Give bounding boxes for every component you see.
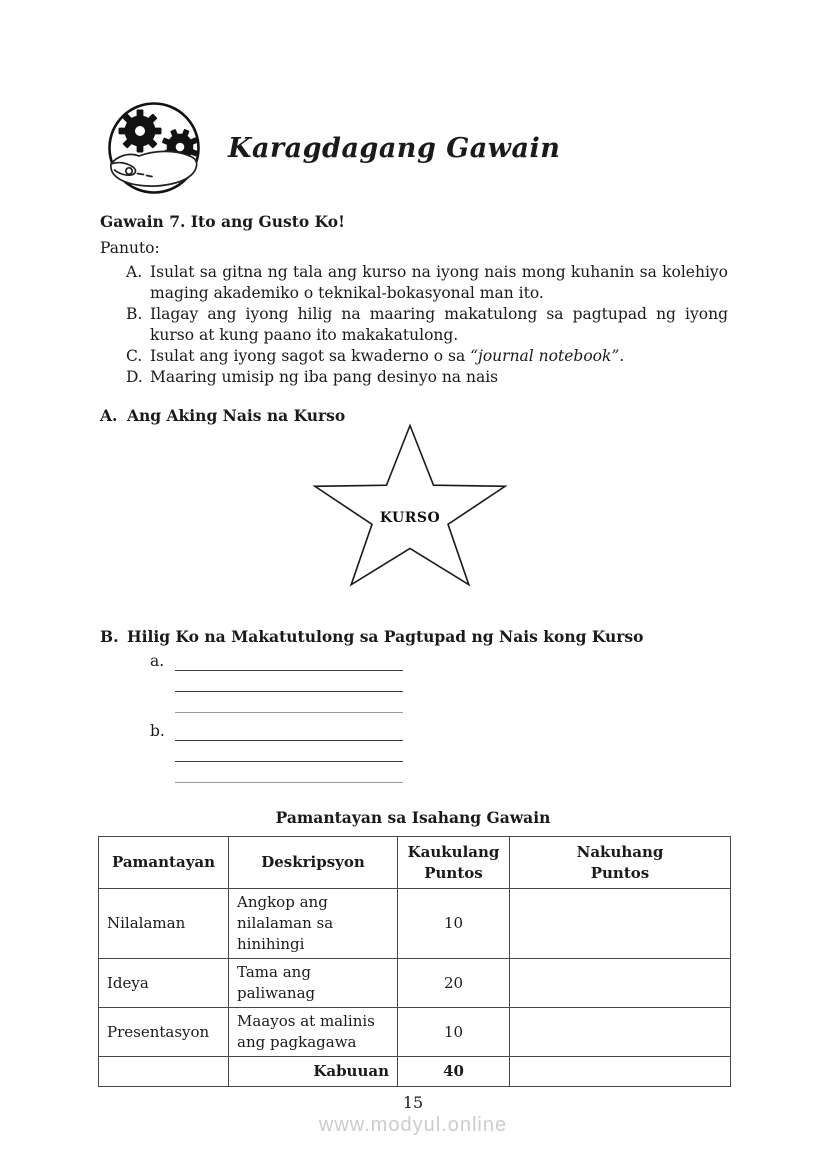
instruction-item-d bbox=[100, 367, 728, 388]
blank-line bbox=[175, 671, 403, 692]
blank-line bbox=[175, 762, 403, 783]
blank-group-a bbox=[150, 650, 403, 713]
blank-letter: a. bbox=[150, 652, 165, 670]
rubric-criterion: Presentasyon bbox=[99, 1008, 229, 1057]
instruction-text-italic: “journal notebook” bbox=[470, 347, 620, 365]
instruction-letter: C. bbox=[126, 347, 143, 365]
star-label: KURSO bbox=[379, 510, 441, 526]
blank-letter: b. bbox=[150, 722, 165, 740]
kurso-star-diagram bbox=[307, 423, 515, 601]
rubric-description: Maayos at malinis ang pagkagawa bbox=[229, 1008, 398, 1057]
rubric-criterion: Ideya bbox=[99, 959, 229, 1008]
instructions-block bbox=[100, 238, 728, 388]
rubric-points: 10 bbox=[398, 889, 510, 959]
gears-on-hand-icon bbox=[106, 100, 202, 196]
table-row bbox=[99, 959, 731, 1008]
blank-lines bbox=[175, 650, 403, 713]
rubric-points: 10 bbox=[398, 1008, 510, 1057]
rubric-header-nakuhang-puntos: Nakuhang Puntos bbox=[510, 837, 731, 889]
instruction-letter: A. bbox=[126, 263, 143, 281]
blank-lines bbox=[175, 720, 403, 783]
answer-blanks bbox=[150, 650, 403, 790]
rubric-header-deskripsyon: Deskripsyon bbox=[229, 837, 398, 889]
rubric-description: Angkop ang nilalaman sa hinihingi bbox=[229, 889, 398, 959]
blank-line bbox=[175, 692, 403, 713]
blank-line bbox=[175, 741, 403, 762]
rubric-header-pamantayan: Pamantayan bbox=[99, 837, 229, 889]
rubric-total-row bbox=[99, 1057, 731, 1087]
instruction-text bbox=[150, 346, 728, 367]
instruction-text-suffix: . bbox=[619, 347, 625, 365]
instruction-text: Ilagay ang iyong hilig na maaring makatulong sa pagtupad ng iyong kurso at kung paano ito makakatulong. bbox=[150, 305, 728, 344]
rubric-points: 20 bbox=[398, 959, 510, 1008]
section-b-letter: B. bbox=[100, 627, 119, 646]
instruction-text: Isulat sa gitna ng tala ang kurso na iyong nais mong kuhanin sa kolehiyo maging akademiko o teknikal-bokasyonal man ito. bbox=[150, 263, 728, 302]
instruction-item-c bbox=[100, 346, 728, 367]
rubric-description: Tama ang paliwanag bbox=[229, 959, 398, 1008]
rubric-header-kaukulang-puntos: Kaukulang Puntos bbox=[398, 837, 510, 889]
rubric-table bbox=[98, 836, 731, 1087]
section-a-letter: A. bbox=[100, 406, 118, 425]
instruction-letter: D. bbox=[126, 368, 143, 386]
rubric-score-cell bbox=[510, 959, 731, 1008]
watermark: www.modyul.online bbox=[318, 1114, 508, 1136]
instruction-letter: B. bbox=[126, 305, 143, 323]
instruction-text: Maaring umisip ng iba pang desinyo na nais bbox=[150, 368, 499, 386]
section-b-title: Hilig Ko na Makatutulong sa Pagtupad ng Nais kong Kurso bbox=[127, 627, 644, 646]
page-number: 15 bbox=[402, 1093, 424, 1112]
rubric-title: Pamantayan sa Isahang Gawain bbox=[275, 808, 551, 827]
instruction-item-b bbox=[100, 304, 728, 346]
rubric-score-cell bbox=[510, 1057, 731, 1087]
section-header bbox=[106, 100, 560, 196]
instructions-label: Panuto: bbox=[100, 239, 160, 257]
rubric-criterion: Nilalaman bbox=[99, 889, 229, 959]
page-title: Karagdagang Gawain bbox=[228, 132, 561, 164]
section-a-title: Ang Aking Nais na Kurso bbox=[127, 406, 346, 425]
table-row bbox=[99, 1008, 731, 1057]
section-b-heading bbox=[100, 627, 643, 646]
rubric-score-cell bbox=[510, 1008, 731, 1057]
rubric-total-label: Kabuuan bbox=[229, 1057, 398, 1087]
instruction-item-a bbox=[100, 262, 728, 304]
rubric-header-row bbox=[99, 837, 731, 889]
rubric-total-points: 40 bbox=[398, 1057, 510, 1087]
activity-heading: Gawain 7. Ito ang Gusto Ko! bbox=[100, 212, 345, 231]
instruction-text-prefix: Isulat ang iyong sagot sa kwaderno o sa bbox=[150, 347, 471, 365]
empty-cell bbox=[99, 1057, 229, 1087]
blank-line bbox=[175, 720, 403, 741]
table-row bbox=[99, 889, 731, 959]
rubric-score-cell bbox=[510, 889, 731, 959]
blank-line bbox=[175, 650, 403, 671]
blank-group-b bbox=[150, 720, 403, 783]
star-shape bbox=[315, 426, 505, 585]
